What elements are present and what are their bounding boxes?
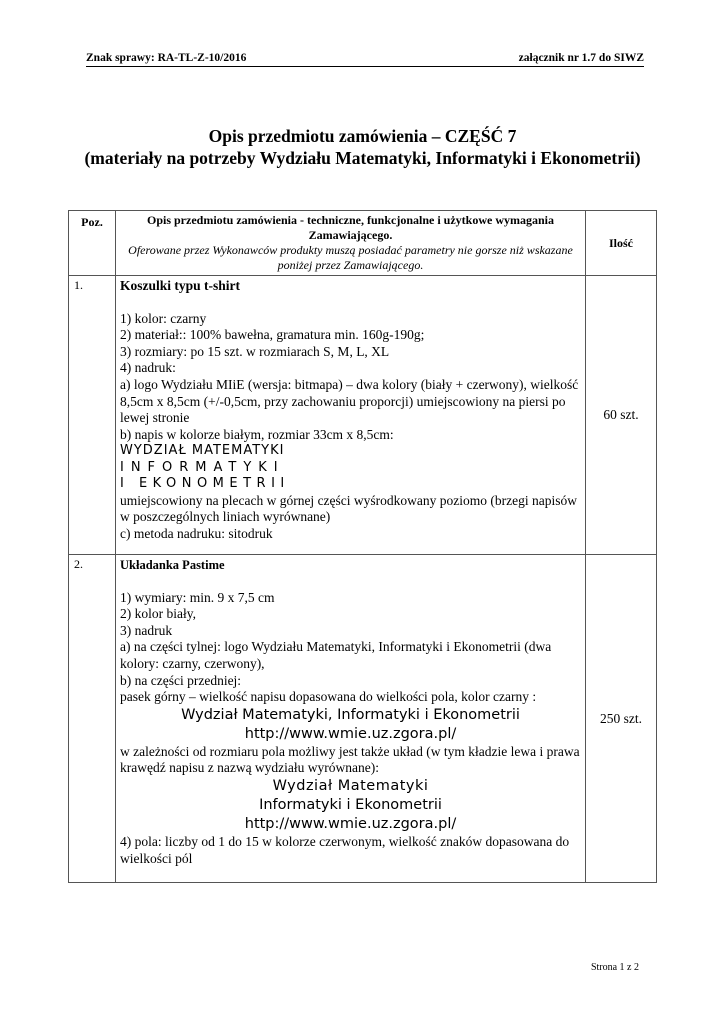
attachment-label: załącznik nr 1.7 do SIWZ (518, 52, 644, 64)
row-quantity: 250 szt. (586, 555, 657, 883)
print-text: Informatyki i Ekonometrii (259, 796, 442, 813)
table-row (69, 555, 657, 883)
print-text: WYDZIAŁ MATEMATYKI (120, 443, 285, 459)
spec-line: a) logo Wydziału MIiE (wersja: bitmapa) – dwa kolory (biały + czerwony), wielkość 8,5cm x 8,5cm (+/-0,5cm, przy zachowaniu proporcji) umiejscowiony na piersi po lewej stronie (120, 376, 579, 426)
row-number: 2. (69, 555, 116, 883)
print-text: I EKONOMETRII (120, 476, 290, 492)
row-number: 1. (69, 276, 116, 555)
spec-line: 4) nadruk: (120, 360, 176, 376)
col-ilosc-header: Ilość (586, 211, 657, 276)
item-title: Koszulki typu t-shirt (120, 278, 241, 293)
spec-line: a) na części tylnej: logo Wydziału Matematyki, Informatyki i Ekonometrii (dwa kolory: czarny, czerwony), (120, 639, 552, 671)
items-table (68, 210, 657, 883)
row-description (116, 555, 586, 883)
spec-line: 2) materiał:: 100% bawełna, gramatura min. 160g-190g; (120, 327, 425, 343)
row-quantity: 60 szt. (586, 276, 657, 555)
print-url: http://www.wmie.uz.zgora.pl/ (244, 725, 457, 742)
col-opis-header (116, 211, 586, 276)
col-opis-note: Oferowane przez Wykonawców produkty muszą posiadać parametry nie gorsze niż wskazane poniżej przez Zamawiającego. (128, 243, 573, 272)
row-description (116, 276, 586, 555)
page-header (86, 52, 644, 67)
print-text: Wydział Matematyki (272, 777, 429, 794)
doc-title: Opis przedmiotu zamówienia – CZĘŚĆ 7 (208, 126, 517, 146)
spec-line: w zależności od rozmiaru pola możliwy jest także układ (w tym kładzie lewa i prawa krawędź napisu z nazwą wydziału wyrównane): (120, 743, 580, 776)
spec-line: c) metoda nadruku: sitodruk (120, 526, 273, 542)
table-header-row (69, 211, 657, 276)
print-url: http://www.wmie.uz.zgora.pl/ (244, 815, 457, 832)
spec-line: b) napis w kolorze białym, rozmiar 33cm x 8,5cm: (120, 426, 394, 442)
print-text: Wydział Matematyki, Informatyki i Ekonometrii (181, 706, 520, 723)
spec-line: umiejscowiony na plecach w górnej części wyśrodkowany poziomo (brzegi napisów w poszczególnych liniach wyrównane) (120, 492, 577, 525)
spec-line: b) na części przedniej: (120, 672, 242, 688)
col-poz-header: Poz. (69, 211, 116, 276)
case-number: Znak sprawy: RA-TL-Z-10/2016 (86, 52, 247, 64)
col-opis-title: Opis przedmiotu zamówienia - techniczne, funkcjonalne i użytkowe wymagania Zamawiającego. (147, 213, 554, 242)
spec-line: 1) kolor: czarny (120, 310, 207, 326)
spec-line: 4) pola: liczby od 1 do 15 w kolorze czerwonym, wielkość znaków dopasowana do wielkości pól (120, 833, 570, 866)
spec-line: 2) kolor biały, (120, 606, 196, 622)
table-row (69, 276, 657, 555)
item-title: Układanka Pastime (120, 558, 225, 572)
print-text: INFORMATYKI (120, 459, 285, 475)
page-number: Strona 1 z 2 (590, 962, 639, 973)
spec-line: pasek górny – wielkość napisu dopasowana do wielkości pola, kolor czarny : (120, 689, 537, 705)
spec-line: 3) nadruk (120, 622, 173, 638)
spec-line: 1) wymiary: min. 9 x 7,5 cm (120, 589, 275, 605)
spec-line: 3) rozmiary: po 15 szt. w rozmiarach S, M, L, XL (120, 343, 390, 359)
doc-subtitle: (materiały na potrzeby Wydziału Matematyki, Informatyki i Ekonometrii) (84, 148, 641, 168)
